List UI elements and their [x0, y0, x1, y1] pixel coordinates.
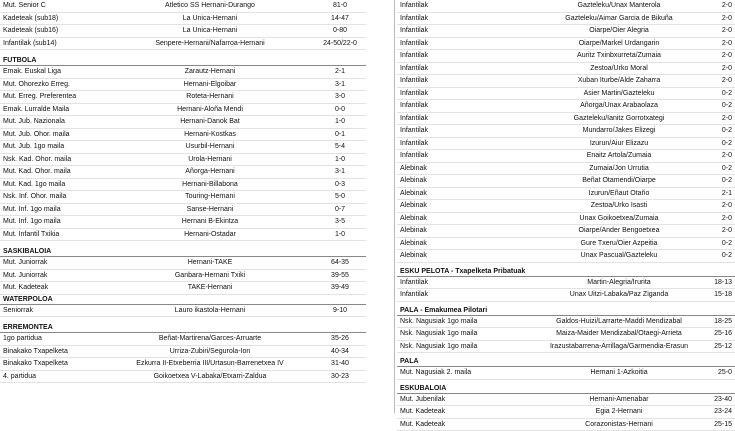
match-name: Izurun/Eñaut Otaño [589, 190, 650, 198]
result-row [397, 25, 735, 38]
match-name: Hernani-Amenabar [589, 396, 648, 404]
match-name: Hernani-Billabona [182, 181, 238, 189]
match-name: Xuban Iturbe/Alde Zaharra [578, 77, 661, 85]
category-label: Mut. Jub. 1go maila [3, 143, 64, 151]
result-row [397, 75, 735, 88]
result-row [0, 305, 366, 318]
result-row [397, 419, 735, 431]
match-name: Usurbil-Hernani [186, 143, 235, 151]
section-title-pala: PALA [397, 357, 735, 367]
result-row [397, 163, 735, 176]
category-label: Infantilak [400, 65, 428, 73]
category-label: Mut. Kadeteak [400, 408, 445, 416]
result-row [0, 25, 366, 38]
category-label: Mut. Kad. 1go maila [3, 181, 65, 189]
category-label: Binakako Txapelketa [3, 360, 68, 368]
result-row [397, 200, 735, 213]
score-value: 23-24 [714, 408, 732, 416]
score-value: 35-26 [331, 335, 349, 343]
match-name: Unax Goikoetxea/Zumaia [580, 215, 659, 223]
category-label: Infantilak [400, 40, 428, 48]
result-row [397, 63, 735, 76]
right-top-results [397, 0, 735, 263]
result-row [397, 138, 735, 151]
result-row [397, 150, 735, 163]
category-label: Nsk. Inf. Ohor. maila [3, 193, 66, 201]
category-label: Alebinak [400, 165, 427, 173]
category-label: Nsk. Nagusiak 1go maila [400, 343, 477, 351]
result-row [0, 166, 366, 179]
score-value: 25-16 [714, 330, 732, 338]
result-row [0, 104, 366, 117]
match-name: Hernani-Kostkas [184, 131, 236, 139]
category-label: Infantilak [400, 90, 428, 98]
match-name: Oiarpe/Ander Bengoetxea [579, 227, 660, 235]
result-row [397, 367, 735, 380]
match-name: Martin-Alegria/Irurita [587, 279, 650, 287]
score-value: 2-1 [335, 68, 345, 76]
score-value: 3-0 [335, 93, 345, 101]
match-name: Añorga-Hernani [185, 168, 234, 176]
category-label: Nsk. Nagusiak 1go maila [400, 330, 477, 338]
result-row [397, 328, 735, 341]
score-value: 24-50/22-0 [323, 40, 357, 48]
score-value: 39-55 [331, 272, 349, 280]
result-row [0, 229, 366, 242]
match-name: Ezkurra II-Etxeberria III/Urtasun-Barrenetxea IV [136, 360, 283, 368]
match-name: Hernani-Danok Bat [180, 118, 240, 126]
category-label: Mut. Ohorezko Erreg. [3, 81, 70, 89]
match-name: Lauro ikastola-Hernani [175, 307, 245, 315]
score-value: 2-0 [722, 227, 732, 235]
category-label: Infantilak [400, 15, 428, 23]
result-row [0, 191, 366, 204]
result-row [0, 141, 366, 154]
result-row [0, 116, 366, 129]
score-value: 39-49 [331, 284, 349, 292]
score-value: 3-1 [335, 81, 345, 89]
result-row [0, 66, 366, 79]
score-value: 2-0 [722, 202, 732, 210]
category-label: Mut. Senior C [3, 2, 46, 10]
score-value: 40-34 [331, 348, 349, 356]
score-value: 0-2 [722, 102, 732, 110]
score-value: 0-2 [722, 127, 732, 135]
match-name: Sanse-Hernani [187, 206, 234, 214]
score-value: 2-0 [722, 52, 732, 60]
match-name: Auritz Txinbxurreta/Zumaia [577, 52, 661, 60]
match-name: Gazteleku/Ianitz Gorrotxategi [574, 115, 665, 123]
section-title-eskubaloia: ESKUBALOIA [397, 384, 735, 394]
match-name: Unax Uitzi-Labaka/Paz Ziganda [570, 291, 668, 299]
category-label: Mut. Kadeteak [3, 284, 48, 292]
score-value: 25-12 [714, 343, 732, 351]
category-label: Alebinak [400, 227, 427, 235]
esku-pelota-results [397, 277, 735, 302]
score-value: 0-2 [722, 177, 732, 185]
score-value: 0-0 [335, 106, 345, 114]
score-value: 3-5 [335, 218, 345, 226]
result-row [0, 0, 366, 13]
category-label: Mut. Erreg. Preferentea [3, 93, 76, 101]
category-label: 1go partidua [3, 335, 42, 343]
match-name: Egia 2-Hernani [596, 408, 643, 416]
category-label: Infantilak [400, 77, 428, 85]
score-value: 30-23 [331, 373, 349, 381]
category-label: Alebinak [400, 215, 427, 223]
match-name: Izurun/Aiur Elizazu [590, 140, 648, 148]
erremontea-results [0, 333, 366, 383]
category-label: Mut. Jub. Ohor. maila [3, 131, 70, 139]
result-row [0, 216, 366, 229]
match-name: Urriza-Zubiri/Segurola-Ion [170, 348, 251, 356]
result-row [397, 277, 735, 290]
category-label: Infantilak [400, 291, 428, 299]
score-value: 2-0 [722, 65, 732, 73]
category-label: Mut. Infantil Txikia [3, 231, 59, 239]
score-value: 2-0 [722, 15, 732, 23]
match-name: Urola-Hernani [188, 156, 232, 164]
match-name: Ganbara-Hernani Txiki [175, 272, 245, 280]
waterpoloa-results [0, 305, 366, 318]
result-row [0, 257, 366, 270]
score-value: 2-0 [722, 115, 732, 123]
category-label: Mut. Kad. Ohor. maila [3, 168, 71, 176]
score-value: 0-2 [722, 252, 732, 260]
category-label: Infantilak [400, 2, 428, 10]
score-value: 2-0 [722, 40, 732, 48]
section-title-waterpoloa: WATERPOLOA [0, 295, 366, 305]
result-row [397, 238, 735, 251]
result-row [397, 213, 735, 226]
category-label: Alebinak [400, 202, 427, 210]
section-title-erremontea: ERREMONTEA [0, 323, 366, 333]
result-row [397, 88, 735, 101]
score-value: 23-40 [714, 396, 732, 404]
score-value: 2-0 [722, 2, 732, 10]
result-row [397, 175, 735, 188]
match-name: Beñat-Martirena/Garces-Arruarte [159, 335, 261, 343]
saskibaloia-results [0, 257, 366, 295]
category-label: Infantilak [400, 52, 428, 60]
result-row [0, 270, 366, 283]
score-value: 25-15 [714, 421, 732, 429]
category-label: Alebinak [400, 177, 427, 185]
score-value: 0-2 [722, 165, 732, 173]
score-value: 2-1 [722, 190, 732, 198]
category-label: Alebinak [400, 190, 427, 198]
category-label: Nsk. Kad. Ohor. maila [3, 156, 71, 164]
score-value: 0-80 [333, 27, 347, 35]
category-label: Seniorrak [3, 307, 33, 315]
match-name: Touring-Hernani [185, 193, 235, 201]
match-name: Corazonistas-Hernani [585, 421, 653, 429]
category-label: Mut. Inf. 1go maila [3, 206, 61, 214]
match-name: Zestoa/Urko Isasti [591, 202, 647, 210]
match-name: Gazteleku/Unax Manterola [578, 2, 661, 10]
match-name: Unax Pascual/Gazteleku [581, 252, 658, 260]
result-row [397, 13, 735, 26]
left-column [0, 0, 366, 383]
result-row [0, 179, 366, 192]
match-name: Zumaia/Jon Urrutia [589, 165, 649, 173]
category-label: Mut. Jub. Nazionala [3, 118, 65, 126]
futbola-results [0, 66, 366, 241]
result-row [0, 282, 366, 295]
match-name: Hernani B-Ekintza [182, 218, 238, 226]
result-row [397, 38, 735, 51]
match-name: Añorga/Unax Arabaolaza [580, 102, 658, 110]
result-row [0, 91, 366, 104]
match-name: Hernani-Aloña Mendi [177, 106, 243, 114]
match-name: Oiarpe/Oier Alegria [589, 27, 649, 35]
match-name: Galdos-Huizi/Larrarte-Maddi Mendizabal [556, 318, 682, 326]
match-name: Gazteleku/Aimar Garcia de Bikuña [565, 15, 672, 23]
category-label: Mut. Juniorrak [3, 259, 47, 267]
result-row [397, 250, 735, 263]
left-top-results [0, 0, 366, 50]
result-row [397, 188, 735, 201]
score-value: 1-0 [335, 156, 345, 164]
result-row [0, 79, 366, 92]
score-value: 5-0 [335, 193, 345, 201]
score-value: 2-0 [722, 215, 732, 223]
category-label: Infantilak [400, 127, 428, 135]
score-value: 18-13 [714, 279, 732, 287]
result-row [0, 204, 366, 217]
category-label: Mut. Jubenilak [400, 396, 445, 404]
score-value: 0-2 [722, 90, 732, 98]
column-divider [394, 0, 395, 413]
result-row [397, 225, 735, 238]
score-value: 0-2 [722, 140, 732, 148]
match-name: Zestoa/Urko Moral [590, 65, 648, 73]
result-row [397, 113, 735, 126]
section-title-saskibaloia: SASKIBALOIA [0, 247, 366, 257]
result-row [397, 289, 735, 302]
result-row [397, 0, 735, 13]
match-name: Atletico SS Hernani-Durango [165, 2, 255, 10]
score-value: 9-10 [333, 307, 347, 315]
pala-results [397, 367, 735, 380]
section-title-esku-pelota: ESKU PELOTA - Txapelketa Pribatuak [397, 267, 735, 277]
section-title-futbola: FUTBOLA [0, 56, 366, 66]
match-name: Hernani-Ostadar [184, 231, 236, 239]
category-label: Infantilak [400, 152, 428, 160]
score-value: 14-47 [331, 15, 349, 23]
category-label: Infantilak [400, 140, 428, 148]
score-value: 2-0 [722, 27, 732, 35]
result-row [397, 100, 735, 113]
right-column [397, 0, 735, 431]
match-name: Enaitz Artola/Zumaia [587, 152, 652, 160]
score-value: 15-18 [714, 291, 732, 299]
match-name: Roteta-Hernani [186, 93, 233, 101]
score-value: 0-3 [335, 181, 345, 189]
result-row [0, 129, 366, 142]
score-value: 3-1 [335, 168, 345, 176]
score-value: 0-1 [335, 131, 345, 139]
match-name: Hernani-Elgoibar [184, 81, 237, 89]
category-label: Alebinak [400, 240, 427, 248]
category-label: Infantilak [400, 102, 428, 110]
category-label: Mut. Nagusiak 2. maila [400, 369, 471, 377]
score-value: 31-40 [331, 360, 349, 368]
category-label: Binakako Txapelketa [3, 348, 68, 356]
result-row [397, 50, 735, 63]
result-row [0, 154, 366, 167]
category-label: Mut. Juniorrak [3, 272, 47, 280]
score-value: 2-0 [722, 152, 732, 160]
match-name: Goikoetxea V-Labaka/Etxarri-Zaldua [154, 373, 267, 381]
score-value: 1-0 [335, 118, 345, 126]
eskubaloia-results [397, 394, 735, 431]
category-label: Infantilak (sub14) [3, 40, 57, 48]
match-name: TAKE-Hernani [188, 284, 233, 292]
match-name: Hernani 1-Azkoitia [590, 369, 647, 377]
category-label: Kadeteak (sub18) [3, 15, 58, 23]
match-name: La Unica-Hernani [183, 27, 237, 35]
match-name: Mundarro/Jakes Elizegi [583, 127, 656, 135]
result-row [0, 13, 366, 26]
score-value: 64-35 [331, 259, 349, 267]
result-row [0, 38, 366, 51]
score-value: 0-2 [722, 240, 732, 248]
category-label: Mut. Inf. 1go maila [3, 218, 61, 226]
result-row [397, 394, 735, 407]
category-label: Kadeteak (sub16) [3, 27, 58, 35]
category-label: Infantilak [400, 279, 428, 287]
score-value: 5-4 [335, 143, 345, 151]
score-value: 2-0 [722, 77, 732, 85]
match-name: Senpere-Hernani/Nafarroa-Hernani [155, 40, 264, 48]
category-label: Alebinak [400, 252, 427, 260]
pala-emakumea-results [397, 316, 735, 354]
category-label: Infantilak [400, 27, 428, 35]
result-row [0, 333, 366, 346]
category-label: Emak. Euskal Liga [3, 68, 61, 76]
score-value: 0-7 [335, 206, 345, 214]
score-value: 25-0 [718, 369, 732, 377]
category-label: Mut. Kadeteak [400, 421, 445, 429]
match-name: Irazustabarrena-Arrillaga/Garmendia-Erasun [550, 343, 688, 351]
category-label: 4. partidua [3, 373, 36, 381]
category-label: Nsk. Nagusiak 1go maila [400, 318, 477, 326]
result-row [397, 316, 735, 329]
section-title-pala-emakumea: PALA - Emakumea Pilotari [397, 306, 735, 316]
result-row [0, 371, 366, 384]
result-row [397, 125, 735, 138]
category-label: Infantilak [400, 115, 428, 123]
score-value: 1-0 [335, 231, 345, 239]
result-row [0, 346, 366, 359]
match-name: Asier Martin/Gazteleku [584, 90, 655, 98]
match-name: Maiza-Maider Mendizabal/Otaegi-Arrieta [556, 330, 682, 338]
score-value: 18-25 [714, 318, 732, 326]
score-value: 81-0 [333, 2, 347, 10]
match-name: Oiarpe/Markel Urdangarin [579, 40, 660, 48]
match-name: Hernani-TAKE [188, 259, 233, 267]
match-name: Zarautz-Hernani [185, 68, 236, 76]
result-row [397, 341, 735, 354]
category-label: Emak. Lurralde Maila [3, 106, 69, 114]
result-row [397, 406, 735, 419]
result-row [0, 358, 366, 371]
match-name: Gure Txeru/Oier Azpeitia [581, 240, 658, 248]
match-name: La Unica-Hernani [183, 15, 237, 23]
match-name: Beñat Otamendi/Oiarpe [582, 177, 656, 185]
